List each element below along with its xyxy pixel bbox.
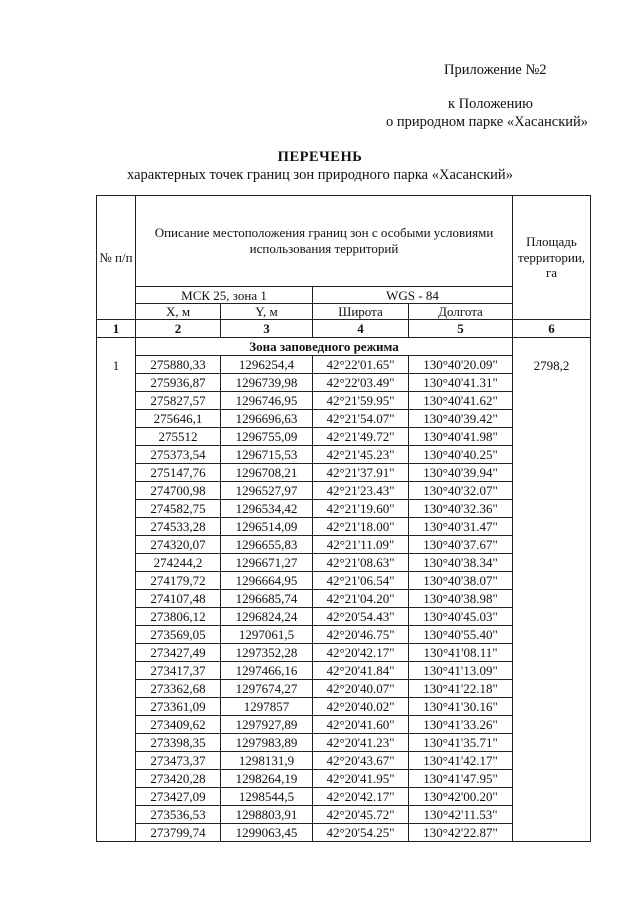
coordinates-table [96, 195, 591, 842]
cell-longitude: 130°42'00.20" [409, 788, 513, 806]
cell-x: 275880,33 [136, 356, 221, 374]
cell-y: 1296685,74 [221, 590, 313, 608]
column-number: 6 [513, 320, 591, 338]
cell-longitude: 130°41'08.11" [409, 644, 513, 662]
cell-x: 275646,1 [136, 410, 221, 428]
cell-latitude: 42°21'23.43" [313, 482, 409, 500]
cell-y: 1297857 [221, 698, 313, 716]
cell-longitude: 130°40'55.40" [409, 626, 513, 644]
cell-latitude: 42°20'41.60" [313, 716, 409, 734]
cell-x: 273427,09 [136, 788, 221, 806]
cell-longitude: 130°41'42.17" [409, 752, 513, 770]
cell-y: 1296655,83 [221, 536, 313, 554]
cell-x: 273536,53 [136, 806, 221, 824]
cell-x: 273417,37 [136, 662, 221, 680]
header-wgs-group: WGS - 84 [313, 287, 513, 304]
cell-y: 1297927,89 [221, 716, 313, 734]
cell-x: 275512 [136, 428, 221, 446]
cell-y: 1298544,5 [221, 788, 313, 806]
column-number: 2 [136, 320, 221, 338]
cell-latitude: 42°21'37.91" [313, 464, 409, 482]
cell-y: 1297352,28 [221, 644, 313, 662]
cell-y: 1296671,27 [221, 554, 313, 572]
cell-y: 1296527,97 [221, 482, 313, 500]
cell-x: 273806,12 [136, 608, 221, 626]
cell-y: 1296715,53 [221, 446, 313, 464]
cell-y: 1299063,45 [221, 824, 313, 842]
row-index: 1 [97, 356, 136, 842]
cell-latitude: 42°20'41.95" [313, 770, 409, 788]
cell-x: 274320,07 [136, 536, 221, 554]
cell-longitude: 130°40'31.47" [409, 518, 513, 536]
column-number: 1 [97, 320, 136, 338]
empty-cell [513, 338, 591, 356]
cell-x: 273473,37 [136, 752, 221, 770]
cell-longitude: 130°40'41.62" [409, 392, 513, 410]
cell-longitude: 130°41'35.71" [409, 734, 513, 752]
cell-y: 1296824,24 [221, 608, 313, 626]
header-msk-group: МСК 25, зона 1 [136, 287, 313, 304]
cell-longitude: 130°40'20.09" [409, 356, 513, 374]
cell-longitude: 130°42'22.87" [409, 824, 513, 842]
cell-x: 273569,05 [136, 626, 221, 644]
cell-x: 273420,28 [136, 770, 221, 788]
cell-longitude: 130°40'32.07" [409, 482, 513, 500]
cell-x: 274533,28 [136, 518, 221, 536]
cell-latitude: 42°20'42.17" [313, 644, 409, 662]
cell-latitude: 42°20'40.02" [313, 698, 409, 716]
header-latitude: Широта [313, 304, 409, 320]
appendix-label: Приложение №2 [444, 62, 547, 78]
cell-longitude: 130°40'45.03" [409, 608, 513, 626]
cell-latitude: 42°22'01.65" [313, 356, 409, 374]
cell-y: 1296755,09 [221, 428, 313, 446]
cell-y: 1296696,63 [221, 410, 313, 428]
cell-x: 273361,09 [136, 698, 221, 716]
cell-latitude: 42°21'08.63" [313, 554, 409, 572]
header-np: № п/п [97, 196, 136, 320]
cell-x: 274244,2 [136, 554, 221, 572]
cell-latitude: 42°21'49.72" [313, 428, 409, 446]
cell-y: 1296739,98 [221, 374, 313, 392]
cell-latitude: 42°20'54.43" [313, 608, 409, 626]
cell-x: 275373,54 [136, 446, 221, 464]
cell-y: 1297674,27 [221, 680, 313, 698]
cell-longitude: 130°41'30.16" [409, 698, 513, 716]
cell-x: 274179,72 [136, 572, 221, 590]
cell-latitude: 42°21'11.09" [313, 536, 409, 554]
cell-y: 1298803,91 [221, 806, 313, 824]
header-description: Описание местоположения границ зон с особыми условиями использования территорий [136, 196, 513, 287]
cell-longitude: 130°41'33.26" [409, 716, 513, 734]
empty-cell [97, 338, 136, 356]
zone-title: Зона заповедного режима [136, 338, 513, 356]
cell-longitude: 130°40'40.25" [409, 446, 513, 464]
cell-latitude: 42°21'04.20" [313, 590, 409, 608]
column-number: 5 [409, 320, 513, 338]
cell-longitude: 130°40'39.94" [409, 464, 513, 482]
cell-y: 1296708,21 [221, 464, 313, 482]
cell-y: 1298264,19 [221, 770, 313, 788]
cell-y: 1297061,5 [221, 626, 313, 644]
cell-y: 1296746,95 [221, 392, 313, 410]
cell-x: 275827,57 [136, 392, 221, 410]
cell-longitude: 130°40'38.98" [409, 590, 513, 608]
cell-longitude: 130°40'38.07" [409, 572, 513, 590]
cell-x: 274700,98 [136, 482, 221, 500]
cell-longitude: 130°40'37.67" [409, 536, 513, 554]
cell-x: 273409,62 [136, 716, 221, 734]
park-reference: о природном парке «Хасанский» [386, 114, 589, 130]
cell-latitude: 42°21'45.23" [313, 446, 409, 464]
cell-y: 1296514,09 [221, 518, 313, 536]
cell-y: 1297466,16 [221, 662, 313, 680]
cell-longitude: 130°42'11.53" [409, 806, 513, 824]
cell-y: 1296254,4 [221, 356, 313, 374]
header-y: Y, м [221, 304, 313, 320]
cell-x: 273362,68 [136, 680, 221, 698]
cell-latitude: 42°22'03.49" [313, 374, 409, 392]
cell-latitude: 42°21'19.60" [313, 500, 409, 518]
cell-latitude: 42°20'41.84" [313, 662, 409, 680]
column-number: 4 [313, 320, 409, 338]
cell-latitude: 42°21'18.00" [313, 518, 409, 536]
cell-longitude: 130°40'41.98" [409, 428, 513, 446]
cell-latitude: 42°20'45.72" [313, 806, 409, 824]
cell-longitude: 130°41'22.18" [409, 680, 513, 698]
cell-latitude: 42°20'43.67" [313, 752, 409, 770]
cell-x: 273398,35 [136, 734, 221, 752]
cell-x: 273799,74 [136, 824, 221, 842]
cell-latitude: 42°20'54.25" [313, 824, 409, 842]
cell-longitude: 130°40'38.34" [409, 554, 513, 572]
column-number: 3 [221, 320, 313, 338]
document-subtitle: характерных точек границ зон природного парка «Хасанский» [127, 167, 513, 183]
cell-longitude: 130°40'41.31" [409, 374, 513, 392]
cell-y: 1296664,95 [221, 572, 313, 590]
cell-x: 274107,48 [136, 590, 221, 608]
cell-x: 274582,75 [136, 500, 221, 518]
cell-latitude: 42°20'41.23" [313, 734, 409, 752]
cell-x: 275936,87 [136, 374, 221, 392]
cell-longitude: 130°40'39.42" [409, 410, 513, 428]
header-x: X, м [136, 304, 221, 320]
cell-y: 1297983,89 [221, 734, 313, 752]
cell-x: 273427,49 [136, 644, 221, 662]
table-row [97, 356, 591, 374]
area-value: 2798,2 [513, 356, 591, 842]
header-area: Площадь территории, га [513, 196, 591, 320]
cell-latitude: 42°20'46.75" [313, 626, 409, 644]
cell-latitude: 42°20'42.17" [313, 788, 409, 806]
cell-latitude: 42°21'59.95" [313, 392, 409, 410]
cell-latitude: 42°20'40.07" [313, 680, 409, 698]
regulation-reference: к Положению [448, 96, 533, 112]
cell-latitude: 42°21'06.54" [313, 572, 409, 590]
cell-y: 1298131,9 [221, 752, 313, 770]
cell-y: 1296534,42 [221, 500, 313, 518]
cell-latitude: 42°21'54.07" [313, 410, 409, 428]
cell-longitude: 130°41'47.95" [409, 770, 513, 788]
document-title: ПЕРЕЧЕНЬ [277, 149, 363, 165]
header-longitude: Долгота [409, 304, 513, 320]
cell-longitude: 130°40'32.36" [409, 500, 513, 518]
cell-longitude: 130°41'13.09" [409, 662, 513, 680]
cell-x: 275147,76 [136, 464, 221, 482]
